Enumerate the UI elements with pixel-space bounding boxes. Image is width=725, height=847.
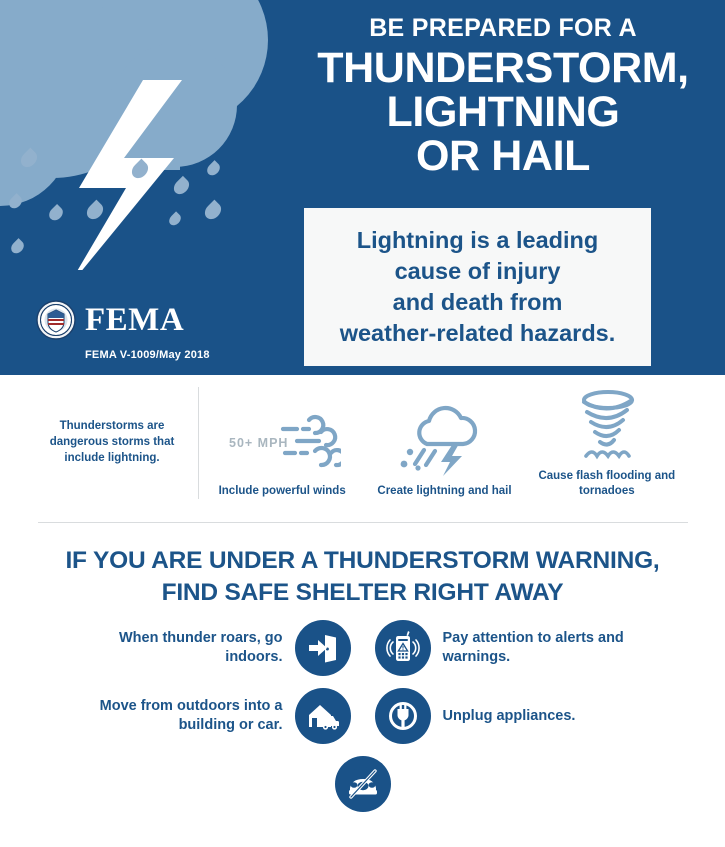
raindrop-icon bbox=[84, 200, 107, 223]
horizontal-divider bbox=[38, 522, 688, 523]
raindrop-icon bbox=[171, 176, 192, 197]
raindrop-icon bbox=[205, 160, 223, 178]
hero-title-line-1: THUNDERSTORM, bbox=[317, 43, 689, 92]
callout-line-4: weather-related hazards. bbox=[339, 320, 616, 347]
action-row bbox=[0, 688, 725, 744]
raindrop-icon bbox=[129, 159, 152, 182]
hero-title-line-3: OR HAIL bbox=[416, 132, 590, 181]
no-landline-phone-icon bbox=[335, 756, 391, 812]
vertical-divider bbox=[198, 387, 199, 499]
action-label-unplug: Unplug appliances. bbox=[442, 707, 576, 724]
strip-label-flooding-tornado: Cause flash flooding and tornadoes bbox=[538, 470, 676, 498]
fema-wordmark: FEMA bbox=[85, 301, 185, 338]
power-plug-icon bbox=[375, 688, 431, 744]
action-item-no-landline bbox=[0, 756, 725, 812]
action-label-shelter: Move from outdoors into a building or car. bbox=[99, 698, 283, 733]
strip-lead bbox=[38, 387, 196, 499]
wind-icon bbox=[223, 407, 341, 475]
action-label-alerts: Pay attention to alerts and warnings. bbox=[442, 630, 624, 665]
strip-item-winds bbox=[201, 387, 363, 499]
raindrop-icon bbox=[7, 193, 25, 211]
hero-title bbox=[293, 14, 713, 181]
warning-heading-line-1: IF YOU ARE UNDER A THUNDERSTORM WARNING, bbox=[65, 547, 660, 574]
action-label-go-indoors: When thunder roars, go indoors. bbox=[118, 630, 283, 665]
mobile-alert-icon bbox=[375, 620, 431, 676]
action-item-unplug bbox=[363, 688, 653, 744]
hero-section bbox=[0, 0, 725, 375]
warning-heading bbox=[0, 545, 725, 609]
action-item-go-indoors bbox=[73, 620, 363, 676]
raindrop-icon bbox=[46, 204, 65, 223]
action-item-alerts bbox=[363, 620, 653, 676]
action-item-shelter bbox=[73, 688, 363, 744]
callout-line-3: and death from bbox=[392, 289, 563, 315]
raindrop-icon bbox=[167, 211, 183, 227]
action-row bbox=[0, 620, 725, 676]
storm-characteristics-strip bbox=[0, 375, 725, 525]
callout-line-1: Lightning is a leading bbox=[356, 226, 599, 253]
hero-title-line-2: LIGHTNING bbox=[386, 87, 620, 136]
warning-heading-line-2: FIND SAFE SHELTER RIGHT AWAY bbox=[161, 578, 564, 606]
cloud-lightning-hail-icon bbox=[394, 404, 494, 478]
raindrop-group bbox=[0, 150, 300, 280]
strip-label-winds: Include powerful winds bbox=[218, 485, 346, 498]
strip-item-flooding-tornado bbox=[526, 387, 688, 499]
dhs-seal-icon bbox=[36, 300, 76, 340]
door-enter-icon bbox=[295, 620, 351, 676]
house-car-icon bbox=[295, 688, 351, 744]
tornado-flood-icon bbox=[564, 388, 650, 464]
strip-lead-text: Thunderstorms are dangerous storms that include lightning. bbox=[49, 420, 175, 464]
hero-kicker: BE PREPARED FOR A bbox=[369, 14, 637, 42]
wind-speed-label: 50+ MPH bbox=[229, 436, 289, 451]
safety-actions bbox=[0, 620, 725, 812]
raindrop-icon bbox=[18, 148, 41, 171]
raindrop-icon bbox=[202, 200, 225, 223]
strip-label-lightning-hail: Create lightning and hail bbox=[377, 485, 512, 498]
fema-version-text: FEMA V-1009/May 2018 bbox=[85, 349, 210, 361]
fema-branding bbox=[36, 300, 266, 361]
callout-line-2: cause of injury bbox=[394, 257, 561, 284]
key-fact-callout bbox=[304, 208, 651, 366]
raindrop-icon bbox=[9, 238, 27, 256]
strip-item-lightning-hail bbox=[363, 387, 525, 499]
